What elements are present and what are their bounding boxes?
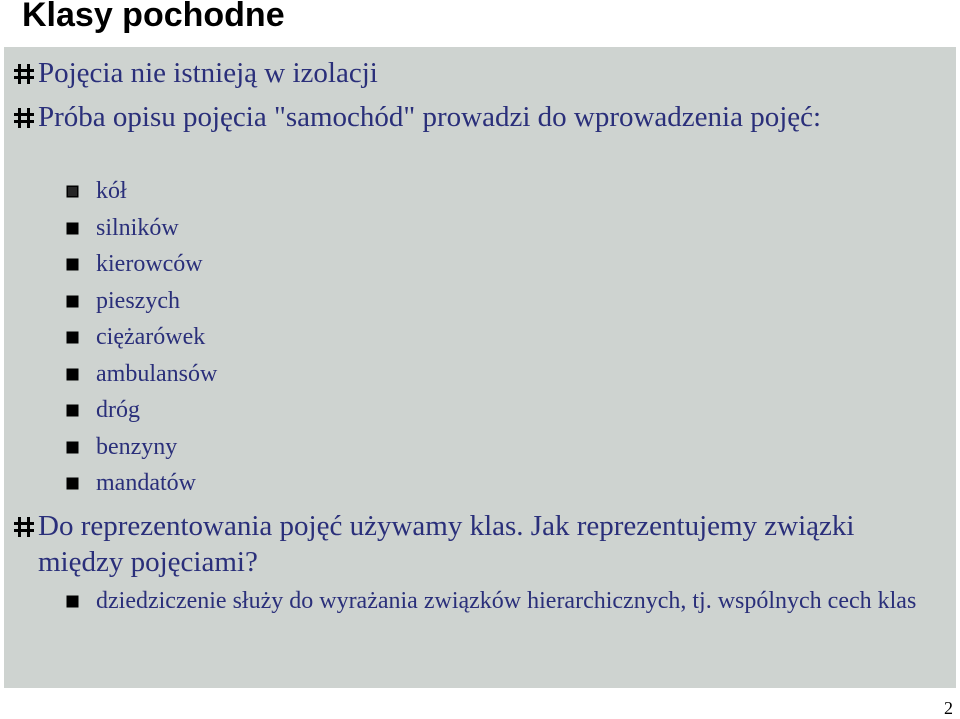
sub-bullet-item xyxy=(66,286,180,316)
square-bullet-icon xyxy=(66,359,96,389)
hash-bullet-icon xyxy=(0,508,38,544)
square-bullet-icon xyxy=(66,322,96,352)
bullet-item xyxy=(0,55,940,91)
hash-bullet-icon xyxy=(0,55,38,91)
sub-bullet-item xyxy=(66,586,946,616)
sub-bullet-item xyxy=(66,395,140,425)
sub-bullet-text: kół xyxy=(96,178,127,204)
square-bullet-icon xyxy=(66,432,96,462)
sub-bullet-text: ciężarówek xyxy=(96,324,206,350)
bullet-item xyxy=(0,99,880,135)
slide-title: Klasy pochodne xyxy=(22,0,285,34)
sub-bullet-text: dróg xyxy=(96,397,140,423)
square-bullet-icon xyxy=(66,468,96,498)
sub-bullet-item xyxy=(66,249,203,279)
square-bullet-icon xyxy=(66,213,96,243)
square-bullet-icon xyxy=(66,249,96,279)
bullet-text: Próba opisu pojęcia "samochód" prowadzi do wprowadzenia pojęć: xyxy=(38,101,822,133)
bullet-item xyxy=(0,508,900,580)
sub-bullet-text: benzyny xyxy=(96,434,178,460)
sub-bullet-item xyxy=(66,213,179,243)
hash-bullet-icon xyxy=(0,99,38,135)
sub-bullet-item xyxy=(66,468,196,498)
sub-bullet-item xyxy=(66,359,217,389)
sub-bullet-item xyxy=(66,176,127,206)
sub-bullet-text: pieszych xyxy=(96,288,180,314)
page-number: 2 xyxy=(944,698,953,718)
square-bullet-icon xyxy=(66,395,96,425)
sub-bullet-item xyxy=(66,322,205,352)
sub-bullet-item xyxy=(66,432,177,462)
square-bullet-icon xyxy=(66,286,96,316)
bullet-text: Pojęcia nie istnieją w izolacji xyxy=(38,57,378,89)
sub-bullet-text: mandatów xyxy=(96,470,196,496)
sub-bullet-text: ambulansów xyxy=(96,361,218,387)
sub-bullet-text: silników xyxy=(96,215,179,241)
square-bullet-icon xyxy=(66,586,96,616)
sub-bullet-text: kierowców xyxy=(96,251,203,277)
square-bullet-icon xyxy=(66,176,96,206)
sub-bullet-text: dziedziczenie służy do wyrażania związków hierarchicznych, tj. wspólnych cech klas xyxy=(96,588,917,614)
bullet-text: Do reprezentowania pojęć używamy klas. Jak reprezentujemy związki między pojęciami? xyxy=(38,510,855,578)
